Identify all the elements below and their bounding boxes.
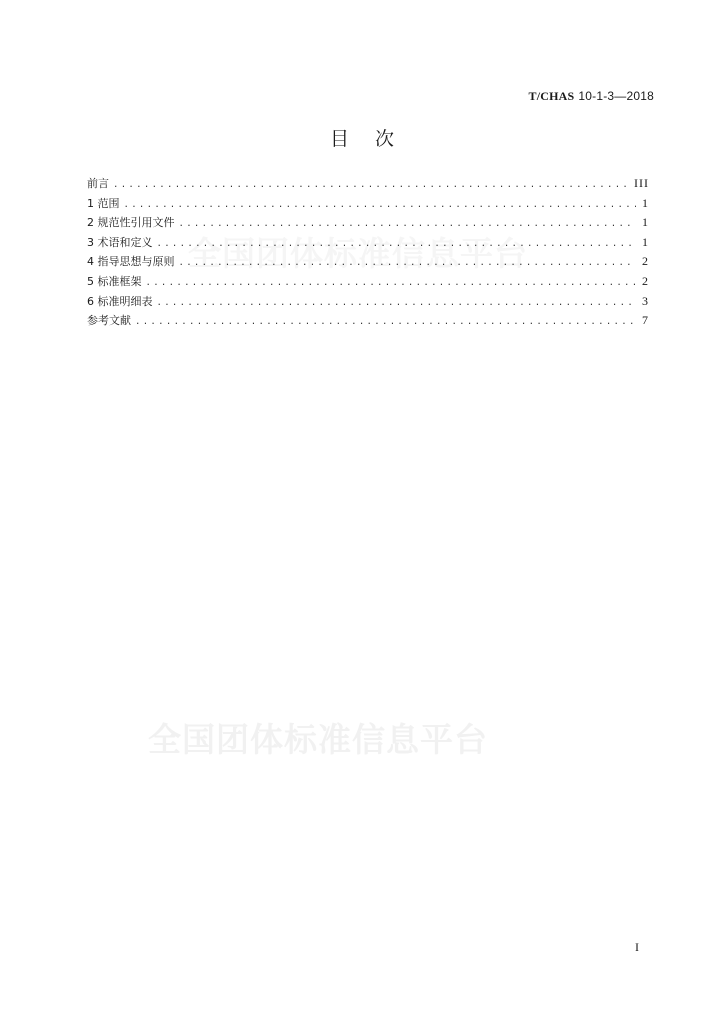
toc-entry-page: III — [634, 176, 649, 190]
toc-entry-foreword[interactable] — [87, 174, 649, 194]
toc-entry-bibliography[interactable] — [87, 311, 649, 331]
watermark-upper: 全国团体标准信息平台 — [188, 234, 528, 273]
toc-entry-label: 前言 — [87, 177, 109, 190]
toc-entry-page: 1 — [642, 195, 649, 210]
standard-code — [529, 89, 654, 104]
toc-entry-label: 4 指导思想与原则 — [87, 255, 175, 269]
page-number: I — [635, 940, 639, 954]
toc-entry-page: 2 — [642, 273, 649, 288]
toc-entry-page: 2 — [642, 254, 649, 269]
watermark: 全国团体标准信息平台 — [148, 720, 488, 759]
toc-title: 目次 — [329, 128, 420, 150]
toc-dot-leader — [157, 235, 637, 255]
toc-entry-standard-list[interactable] — [87, 292, 649, 312]
toc-entry-label: 3 术语和定义 — [87, 235, 153, 249]
toc-entry-normative-references[interactable] — [87, 213, 649, 233]
toc-dot-leader — [124, 196, 637, 216]
toc-entry-label: 1 范围 — [87, 196, 120, 210]
toc-entry-label: 2 规范性引用文件 — [87, 216, 175, 230]
toc-entry-standard-framework[interactable] — [87, 272, 649, 292]
toc-dot-leader — [179, 215, 637, 235]
toc-entry-label: 参考文献 — [87, 314, 131, 328]
toc-entry-label: 5 标准框架 — [87, 274, 142, 288]
toc-entry-terms-definitions[interactable] — [87, 233, 649, 253]
table-of-contents — [87, 174, 649, 331]
toc-dot-leader — [146, 274, 637, 294]
toc-entry-page: 7 — [642, 313, 649, 328]
toc-entry-guiding-principles[interactable] — [87, 252, 649, 272]
toc-entry-scope[interactable] — [87, 194, 649, 214]
standard-number: 10-1-3—2018 — [578, 89, 654, 103]
toc-dot-leader — [179, 254, 637, 274]
toc-dot-leader — [113, 176, 628, 196]
toc-entry-label: 6 标准明细表 — [87, 294, 153, 308]
toc-entry-page: 1 — [642, 215, 649, 230]
toc-entry-page: 1 — [642, 234, 649, 249]
toc-dot-leader — [157, 294, 637, 314]
toc-entry-page: 3 — [642, 293, 649, 308]
toc-dot-leader — [135, 313, 636, 333]
standard-prefix: T/CHAS — [528, 89, 575, 103]
